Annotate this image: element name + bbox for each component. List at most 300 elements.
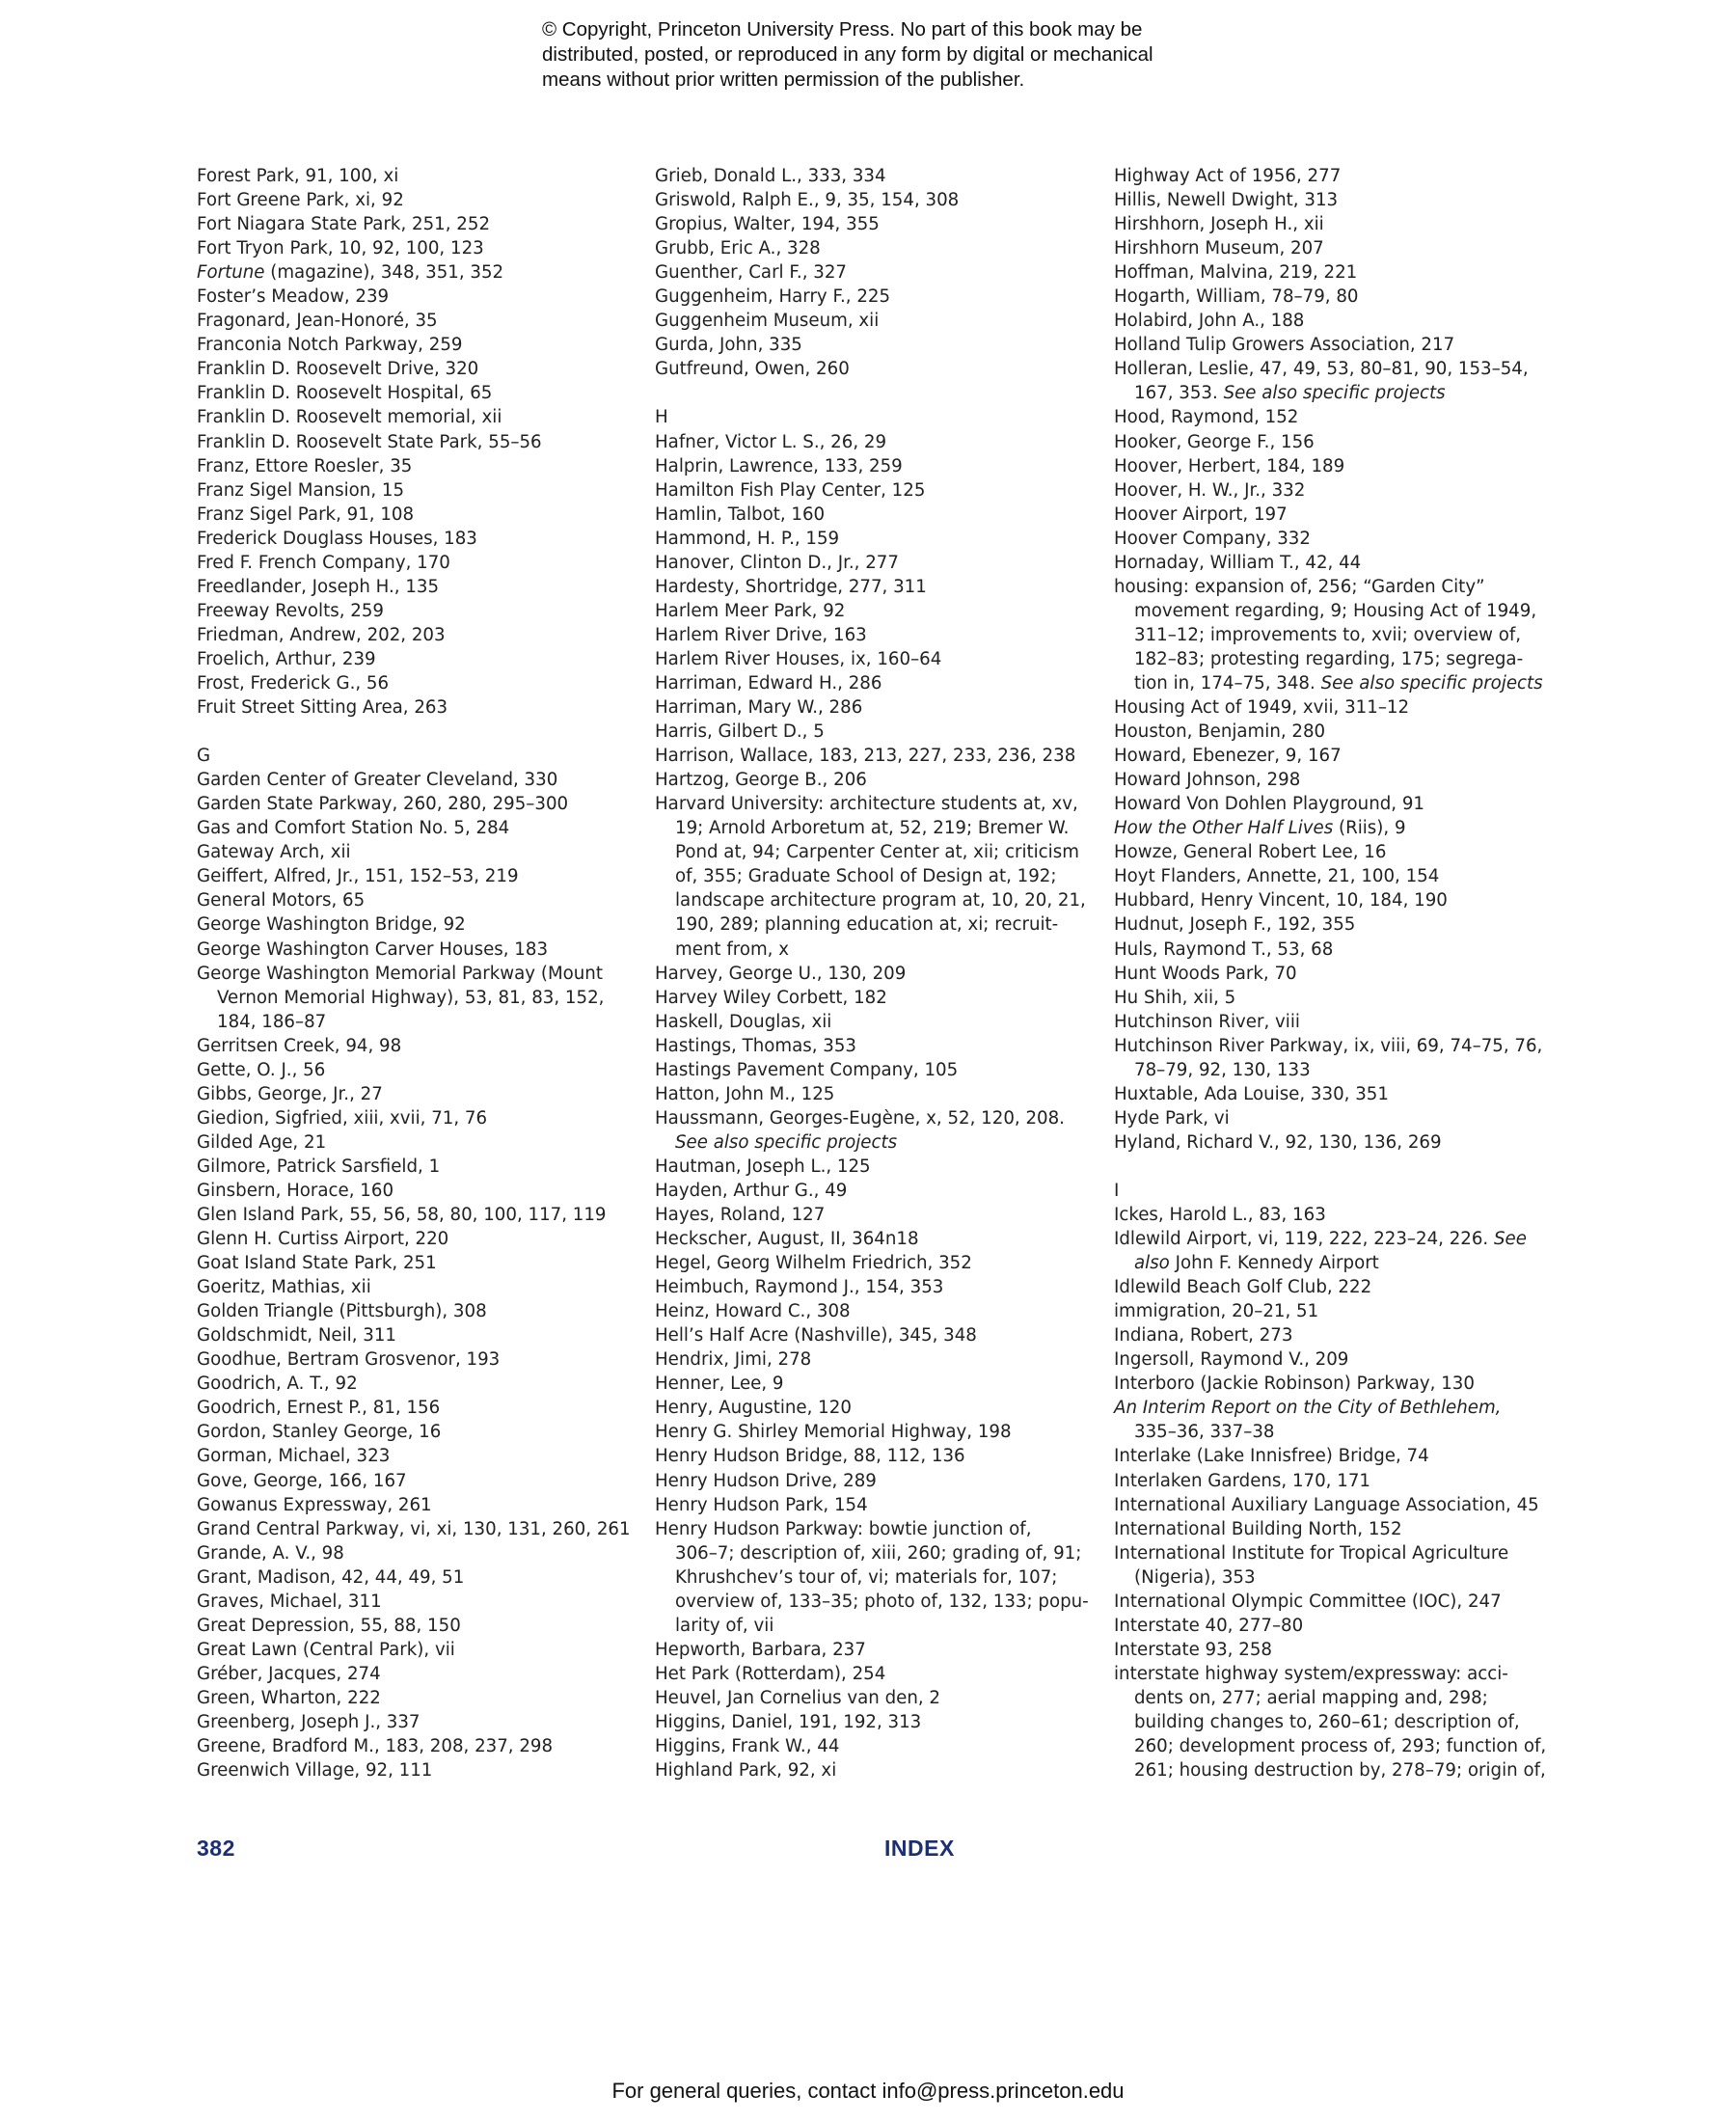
- entry-text: Froelich, Arthur, 239: [197, 648, 376, 669]
- index-entry: [197, 962, 640, 986]
- entry-text: Gurda, John, 335: [655, 335, 802, 356]
- entry-text: General Motors, 65: [197, 890, 366, 911]
- entry-text: (Nigeria), 353: [1134, 1566, 1256, 1588]
- index-entry: [655, 478, 1099, 503]
- index-entry: [655, 260, 1099, 285]
- entry-text: Ginsbern, Horace, 160: [197, 1180, 394, 1201]
- index-entry-continuation: [1114, 599, 1567, 623]
- entry-text: Indiana, Robert, 273: [1114, 1325, 1293, 1347]
- index-entry: [655, 986, 1099, 1010]
- index-entry: [197, 1444, 640, 1468]
- entry-text: Fred F. French Company, 170: [197, 552, 450, 573]
- entry-text: Giedion, Sigfried, xiii, xvii, 71, 76: [197, 1107, 488, 1129]
- index-entry: [197, 792, 640, 816]
- entry-text: larity of, vii: [675, 1615, 774, 1636]
- index-entry: [655, 188, 1099, 212]
- entry-text: Hammond, H. P., 159: [655, 528, 840, 549]
- index-entry: [1114, 503, 1567, 527]
- entry-text: John F. Kennedy Airport: [1169, 1253, 1379, 1274]
- index-entry: [655, 333, 1099, 357]
- index-entry: [1114, 986, 1567, 1010]
- index-entry: [1114, 1638, 1567, 1662]
- index-entry: [197, 1058, 640, 1082]
- entry-text: Hegel, Georg Wilhelm Friedrich, 352: [655, 1253, 972, 1274]
- entry-text: George Washington Bridge, 92: [197, 914, 466, 936]
- entry-text: Greene, Bradford M., 183, 208, 237, 298: [197, 1736, 554, 1757]
- entry-text: Fort Tryon Park, 10, 92, 100, 123: [197, 238, 484, 259]
- index-entry: [197, 1203, 640, 1227]
- index-entry: [655, 1082, 1099, 1106]
- index-entry: [1114, 720, 1567, 744]
- entry-text: Franklin D. Roosevelt State Park, 55–56: [197, 431, 542, 452]
- italic-title: Fortune: [197, 262, 265, 284]
- index-entry: [1114, 1299, 1567, 1323]
- entry-text: Hubbard, Henry Vincent, 10, 184, 190: [1114, 890, 1448, 911]
- index-entry: [197, 381, 640, 405]
- index-column-1: [197, 164, 640, 1782]
- entry-text: Henry Hudson Bridge, 88, 112, 136: [655, 1446, 965, 1467]
- index-entry: [197, 864, 640, 888]
- entry-text: Grieb, Donald L., 333, 334: [655, 166, 886, 186]
- index-entry-continuation: [1114, 647, 1567, 671]
- entry-text: Heinz, Howard C., 308: [655, 1301, 851, 1322]
- entry-text: Hoover, Herbert, 184, 189: [1114, 455, 1345, 476]
- index-entry-continuation: [655, 1565, 1099, 1590]
- entry-text: 182–83; protesting regarding, 175; segrega-: [1134, 648, 1524, 669]
- entry-text: Gréber, Jacques, 274: [197, 1663, 381, 1684]
- entry-text: 306–7; description of, xiii, 260; grading of, 91;: [675, 1542, 1082, 1564]
- blank-line: [655, 381, 1099, 405]
- index-entry: [197, 1155, 640, 1179]
- entry-text: Franz Sigel Park, 91, 108: [197, 503, 415, 525]
- entry-text: 167, 353.: [1134, 383, 1224, 404]
- index-entry: [197, 1662, 640, 1686]
- entry-text: of, 355; Graduate School of Design at, 192;: [675, 866, 1057, 887]
- entry-text: Gibbs, George, Jr., 27: [197, 1083, 383, 1104]
- index-entry: [655, 671, 1099, 695]
- index-entry: [1114, 744, 1567, 768]
- entry-text: International Institute for Tropical Agriculture: [1114, 1542, 1509, 1564]
- index-entry: [655, 1420, 1099, 1444]
- entry-text: Franklin D. Roosevelt Hospital, 65: [197, 383, 493, 404]
- index-entry-continuation: [1114, 381, 1567, 405]
- entry-text: immigration, 20–21, 51: [1114, 1301, 1319, 1322]
- entry-text: Gateway Arch, xii: [197, 842, 351, 863]
- index-entry: [197, 1227, 640, 1251]
- index-entry: [197, 285, 640, 309]
- entry-text: Franklin D. Roosevelt Drive, 320: [197, 359, 479, 380]
- entry-text: Gerritsen Creek, 94, 98: [197, 1035, 402, 1056]
- entry-text: Interboro (Jackie Robinson) Parkway, 130: [1114, 1374, 1475, 1395]
- index-entry: [1114, 1275, 1567, 1299]
- index-entry: [197, 1565, 640, 1590]
- entry-text: Fragonard, Jean-Honoré, 35: [197, 311, 438, 332]
- index-entry: [655, 1444, 1099, 1468]
- index-entry: [197, 840, 640, 864]
- index-entry: [1114, 212, 1567, 236]
- entry-text: Great Lawn (Central Park), vii: [197, 1639, 455, 1660]
- entry-text: 190, 289; planning education at, xi; recruit-: [675, 914, 1059, 936]
- index-entry: [197, 478, 640, 503]
- entry-text: Howard Von Dohlen Playground, 91: [1114, 794, 1424, 815]
- italic-title: How the Other Half Lives: [1114, 818, 1334, 839]
- index-entry: [1114, 1541, 1567, 1565]
- index-entry: [197, 671, 640, 695]
- entry-text: Harlem River Drive, 163: [655, 624, 867, 645]
- entry-text: Harris, Gilbert D., 5: [655, 721, 825, 743]
- entry-text: George Washington Memorial Parkway (Mount: [197, 963, 603, 984]
- entry-text: Golden Triangle (Pittsburgh), 308: [197, 1301, 487, 1322]
- index-entry: [197, 454, 640, 478]
- entry-text: Gette, O. J., 56: [197, 1059, 326, 1080]
- index-entry: [197, 1372, 640, 1396]
- see-also-reference: See also specific projects: [1320, 672, 1543, 694]
- index-entry: [197, 188, 640, 212]
- index-entry: [1114, 1372, 1567, 1396]
- index-entry-continuation: [1114, 1565, 1567, 1590]
- index-entry: [197, 816, 640, 840]
- index-entry: [1114, 1203, 1567, 1227]
- entry-text: Howard, Ebenezer, 9, 167: [1114, 746, 1342, 767]
- entry-text: Hoyt Flanders, Annette, 21, 100, 154: [1114, 866, 1440, 887]
- copyright-notice: [542, 17, 1275, 93]
- entry-text: Goodrich, A. T., 92: [197, 1374, 358, 1395]
- index-entry-continuation: [1114, 1686, 1567, 1710]
- entry-text: Interlake (Lake Innisfree) Bridge, 74: [1114, 1446, 1429, 1467]
- entry-text: Guenther, Carl F., 327: [655, 262, 847, 284]
- index-entry: [1114, 1347, 1567, 1372]
- entry-text: Interstate 40, 277–80: [1114, 1615, 1304, 1636]
- index-entry: [1114, 768, 1567, 792]
- entry-text: Haussmann, Georges-Eugène, x, 52, 120, 208.: [655, 1107, 1065, 1129]
- index-entry: [655, 1299, 1099, 1323]
- index-entry: [655, 357, 1099, 381]
- entry-text: Graves, Michael, 311: [197, 1591, 382, 1612]
- entry-text: overview of, 133–35; photo of, 132, 133; popu-: [675, 1591, 1089, 1612]
- index-entry: [197, 1323, 640, 1347]
- entry-text: Hirshhorn Museum, 207: [1114, 238, 1324, 259]
- index-entry: [197, 1106, 640, 1130]
- index-entry: [1114, 962, 1567, 986]
- entry-text: Hogarth, William, 78–79, 80: [1114, 286, 1359, 308]
- entry-text: Haskell, Douglas, xii: [655, 1011, 832, 1032]
- entry-text: Glen Island Park, 55, 56, 58, 80, 100, 117, 119: [197, 1205, 607, 1226]
- copyright-line: distributed, posted, or reproduced in any form by digital or mechanical: [542, 43, 1153, 66]
- entry-text: Ingersoll, Raymond V., 209: [1114, 1349, 1349, 1371]
- page-number: 382: [197, 1836, 235, 1861]
- index-entry: [655, 309, 1099, 333]
- entry-text: Heckscher, August, II, 364n18: [655, 1229, 919, 1250]
- index-entry-continuation: [655, 816, 1099, 840]
- entry-text: ment from, x: [675, 939, 789, 960]
- index-entry: [655, 1323, 1099, 1347]
- index-entry: [1114, 864, 1567, 888]
- index-entry: [197, 1493, 640, 1517]
- index-entry: [197, 212, 640, 236]
- index-entry: [655, 1010, 1099, 1034]
- entry-text: movement regarding, 9; Housing Act of 1949,: [1134, 600, 1537, 621]
- index-entry: [655, 1469, 1099, 1493]
- index-entry-continuation: [655, 1614, 1099, 1638]
- index-entry: [197, 1686, 640, 1710]
- index-entry: [1114, 1662, 1567, 1686]
- entry-text: Vernon Memorial Highway), 53, 81, 83, 152,: [217, 987, 605, 1008]
- entry-text: Pond at, 94; Carpenter Center at, xii; criticism: [675, 842, 1079, 863]
- index-entry: [197, 1469, 640, 1493]
- index-entry: [655, 1058, 1099, 1082]
- entry-text: Henry Hudson Drive, 289: [655, 1470, 877, 1491]
- index-entry: [655, 1251, 1099, 1275]
- index-entry: [197, 1614, 640, 1638]
- index-entry: [1114, 1493, 1567, 1517]
- index-entry-continuation: [1114, 1420, 1567, 1444]
- entry-text: I: [1114, 1180, 1120, 1201]
- entry-text: Guggenheim Museum, xii: [655, 311, 880, 332]
- index-entry-continuation: [197, 1010, 640, 1034]
- entry-text: Gilmore, Patrick Sarsfield, 1: [197, 1156, 441, 1177]
- index-entry-continuation: [655, 888, 1099, 912]
- section-letter: [655, 405, 1099, 429]
- index-entry: [1114, 1590, 1567, 1614]
- entry-text: landscape architecture program at, 10, 20, 21,: [675, 890, 1086, 911]
- entry-text: Ickes, Harold L., 83, 163: [1114, 1205, 1326, 1226]
- entry-text: Howard Johnson, 298: [1114, 770, 1301, 791]
- index-entry-continuation: [655, 938, 1099, 962]
- entry-text: Greenberg, Joseph J., 337: [197, 1712, 420, 1732]
- index-entry-continuation: [655, 840, 1099, 864]
- entry-text: H: [655, 407, 668, 428]
- entry-text: dents on, 277; aerial mapping and, 298;: [1134, 1687, 1488, 1708]
- index-entry: [197, 527, 640, 551]
- entry-text: Hamlin, Talbot, 160: [655, 503, 826, 525]
- index-entry: [197, 1082, 640, 1106]
- entry-text: Frederick Douglass Houses, 183: [197, 528, 477, 549]
- index-entry-continuation: [655, 1130, 1099, 1155]
- entry-text: 261; housing destruction by, 278–79; origin of,: [1134, 1760, 1546, 1782]
- entry-text: Harlem River Houses, ix, 160–64: [655, 648, 942, 669]
- entry-text: Greenwich Village, 92, 111: [197, 1760, 433, 1782]
- index-entry-continuation: [655, 912, 1099, 937]
- index-entry-continuation: [1114, 1710, 1567, 1734]
- entry-text: Hautman, Joseph L., 125: [655, 1156, 871, 1177]
- entry-text: Het Park (Rotterdam), 254: [655, 1663, 886, 1684]
- index-entry-continuation: [1114, 1058, 1567, 1082]
- index-entry: [1114, 1010, 1567, 1034]
- index-entry: [197, 309, 640, 333]
- entry-text: Harvey Wiley Corbett, 182: [655, 987, 887, 1008]
- index-entry: [655, 164, 1099, 188]
- entry-text: Hoover Company, 332: [1114, 528, 1311, 549]
- index-entry: [655, 1275, 1099, 1299]
- entry-text: 311–12; improvements to, xvii; overview of,: [1134, 624, 1522, 645]
- entry-text: Fruit Street Sitting Area, 263: [197, 697, 448, 719]
- entry-text: Holleran, Leslie, 47, 49, 53, 80–81, 90, 153–54,: [1114, 359, 1529, 380]
- entry-text: Garden Center of Greater Cleveland, 330: [197, 770, 558, 791]
- entry-text: 19; Arnold Arboretum at, 52, 219; Bremer W.: [675, 818, 1070, 839]
- entry-text: Glenn H. Curtiss Airport, 220: [197, 1229, 449, 1250]
- entry-text: Goodrich, Ernest P., 81, 156: [197, 1398, 441, 1419]
- index-entry: [655, 599, 1099, 623]
- entry-text: 335–36, 337–38: [1134, 1422, 1275, 1443]
- entry-text: Grant, Madison, 42, 44, 49, 51: [197, 1566, 465, 1588]
- entry-text: Hell’s Half Acre (Nashville), 345, 348: [655, 1325, 977, 1347]
- entry-text: 260; development process of, 293; function of,: [1134, 1736, 1547, 1757]
- index-entry: [197, 1299, 640, 1323]
- entry-text: Guggenheim, Harry F., 225: [655, 286, 891, 308]
- entry-text: Frost, Frederick G., 56: [197, 672, 390, 694]
- index-entry: [1114, 1396, 1567, 1420]
- entry-text: Gove, George, 166, 167: [197, 1470, 407, 1491]
- index-entry: [1114, 1323, 1567, 1347]
- index-entry: [197, 1541, 640, 1565]
- index-entry: [197, 938, 640, 962]
- entry-text: Hunt Woods Park, 70: [1114, 963, 1297, 984]
- entry-text: Khrushchev’s tour of, vi; materials for, 107;: [675, 1566, 1058, 1588]
- entry-text: Higgins, Daniel, 191, 192, 313: [655, 1712, 922, 1732]
- entry-text: Highland Park, 92, xi: [655, 1760, 837, 1782]
- index-entry: [197, 1734, 640, 1758]
- entry-text: Hoover, H. W., Jr., 332: [1114, 479, 1306, 501]
- entry-text: Gordon, Stanley George, 16: [197, 1422, 442, 1443]
- entry-text: (magazine), 348, 351, 352: [264, 262, 504, 284]
- index-entry: [655, 551, 1099, 575]
- index-entry: [1114, 816, 1567, 840]
- entry-text: Fort Niagara State Park, 251, 252: [197, 214, 491, 235]
- entry-text: 78–79, 92, 130, 133: [1134, 1059, 1311, 1080]
- running-title: INDEX: [884, 1836, 955, 1861]
- blank-line: [197, 720, 640, 744]
- index-entry: [655, 647, 1099, 671]
- index-entry: [1114, 236, 1567, 260]
- entry-text: Freeway Revolts, 259: [197, 600, 384, 621]
- entry-text: Henry Hudson Parkway: bowtie junction of,: [655, 1518, 1032, 1539]
- index-entry: [655, 527, 1099, 551]
- entry-text: Howze, General Robert Lee, 16: [1114, 842, 1387, 863]
- entry-text: Hatton, John M., 125: [655, 1083, 835, 1104]
- entry-text: Hanover, Clinton D., Jr., 277: [655, 552, 899, 573]
- see-also-reference: See: [1494, 1229, 1527, 1250]
- entry-text: Huls, Raymond T., 53, 68: [1114, 939, 1334, 960]
- index-entry: [655, 1734, 1099, 1758]
- index-entry: [197, 1251, 640, 1275]
- entry-text: Hastings, Thomas, 353: [655, 1035, 856, 1056]
- index-entry: [1114, 1469, 1567, 1493]
- entry-text: Hood, Raymond, 152: [1114, 407, 1299, 428]
- index-entry: [197, 260, 640, 285]
- index-entry: [655, 695, 1099, 720]
- index-entry-continuation: [1114, 623, 1567, 647]
- index-entry: [1114, 1130, 1567, 1155]
- entry-text: Hirshhorn, Joseph H., xii: [1114, 214, 1324, 235]
- copyright-line: © Copyright, Princeton University Press. No part of this book may be: [542, 18, 1143, 41]
- entry-text: Fort Greene Park, xi, 92: [197, 190, 404, 211]
- index-entry: [1114, 695, 1567, 720]
- entry-text: Hutchinson River, viii: [1114, 1011, 1300, 1032]
- entry-text: Great Depression, 55, 88, 150: [197, 1615, 461, 1636]
- entry-text: International Auxiliary Language Association, 45: [1114, 1494, 1539, 1515]
- entry-text: tion in, 174–75, 348.: [1134, 672, 1321, 694]
- index-column-2: [655, 164, 1099, 1782]
- index-entry: [197, 1420, 640, 1444]
- index-entry: [1114, 527, 1567, 551]
- entry-text: Forest Park, 91, 100, xi: [197, 166, 399, 186]
- index-entry: [197, 1347, 640, 1372]
- index-entry: [1114, 792, 1567, 816]
- entry-text: Green, Wharton, 222: [197, 1687, 381, 1708]
- entry-text: Hardesty, Shortridge, 277, 311: [655, 576, 927, 597]
- index-entry: [197, 1638, 640, 1662]
- index-entry-continuation: [1114, 1251, 1567, 1275]
- index-entry: [655, 1106, 1099, 1130]
- index-entry: [655, 285, 1099, 309]
- entry-text: Hu Shih, xii, 5: [1114, 987, 1236, 1008]
- index-entry: [197, 236, 640, 260]
- index-entry: [197, 888, 640, 912]
- entry-text: Hornaday, William T., 42, 44: [1114, 552, 1362, 573]
- index-entry: [197, 575, 640, 599]
- index-entry: [655, 1396, 1099, 1420]
- index-entry: [197, 1517, 640, 1541]
- index-entry: [197, 599, 640, 623]
- index-entry: [1114, 1517, 1567, 1541]
- index-entry: [655, 454, 1099, 478]
- index-entry: [1114, 1082, 1567, 1106]
- entry-text: Henner, Lee, 9: [655, 1374, 784, 1395]
- entry-text: Harrison, Wallace, 183, 213, 227, 233, 236, 238: [655, 746, 1076, 767]
- index-entry: [655, 430, 1099, 454]
- entry-text: Henry, Augustine, 120: [655, 1398, 852, 1419]
- entry-text: Holland Tulip Growers Association, 217: [1114, 335, 1455, 356]
- index-entry: [1114, 478, 1567, 503]
- entry-text: Harriman, Edward H., 286: [655, 672, 882, 694]
- contact-footer: For general queries, contact info@press.princeton.edu: [611, 2079, 1125, 2103]
- index-entry: [1114, 454, 1567, 478]
- entry-text: Hamilton Fish Play Center, 125: [655, 479, 926, 501]
- entry-text: Grande, A. V., 98: [197, 1542, 344, 1564]
- index-entry: [655, 212, 1099, 236]
- entry-text: Gowanus Expressway, 261: [197, 1494, 432, 1515]
- index-entry: [655, 575, 1099, 599]
- section-letter: [1114, 1179, 1567, 1203]
- index-entry: [655, 1203, 1099, 1227]
- entry-text: Hafner, Victor L. S., 26, 29: [655, 431, 887, 452]
- entry-text: Gorman, Michael, 323: [197, 1446, 391, 1467]
- entry-text: Harlem Meer Park, 92: [655, 600, 846, 621]
- entry-text: Idlewild Airport, vi, 119, 222, 223–24, 226.: [1114, 1229, 1494, 1250]
- index-entry: [655, 1227, 1099, 1251]
- index-entry-continuation: [655, 1541, 1099, 1565]
- index-entry: [655, 1710, 1099, 1734]
- index-entry: [655, 962, 1099, 986]
- index-entry-continuation: [655, 864, 1099, 888]
- index-entry: [1114, 840, 1567, 864]
- index-entry: [655, 1372, 1099, 1396]
- index-entry: [197, 768, 640, 792]
- index-entry: [1114, 430, 1567, 454]
- entry-text: International Olympic Committee (IOC), 247: [1114, 1591, 1502, 1612]
- entry-text: Hooker, George F., 156: [1114, 431, 1315, 452]
- index-entry-continuation: [197, 986, 640, 1010]
- index-entry: [1114, 333, 1567, 357]
- index-entry: [197, 357, 640, 381]
- entry-text: Gropius, Walter, 194, 355: [655, 214, 880, 235]
- index-entry: [197, 1590, 640, 1614]
- entry-text: (Riis), 9: [1333, 818, 1406, 839]
- entry-text: Henry Hudson Park, 154: [655, 1494, 868, 1515]
- index-entry: [1114, 1444, 1567, 1468]
- index-entry: [655, 623, 1099, 647]
- entry-text: 184, 186–87: [217, 1011, 327, 1032]
